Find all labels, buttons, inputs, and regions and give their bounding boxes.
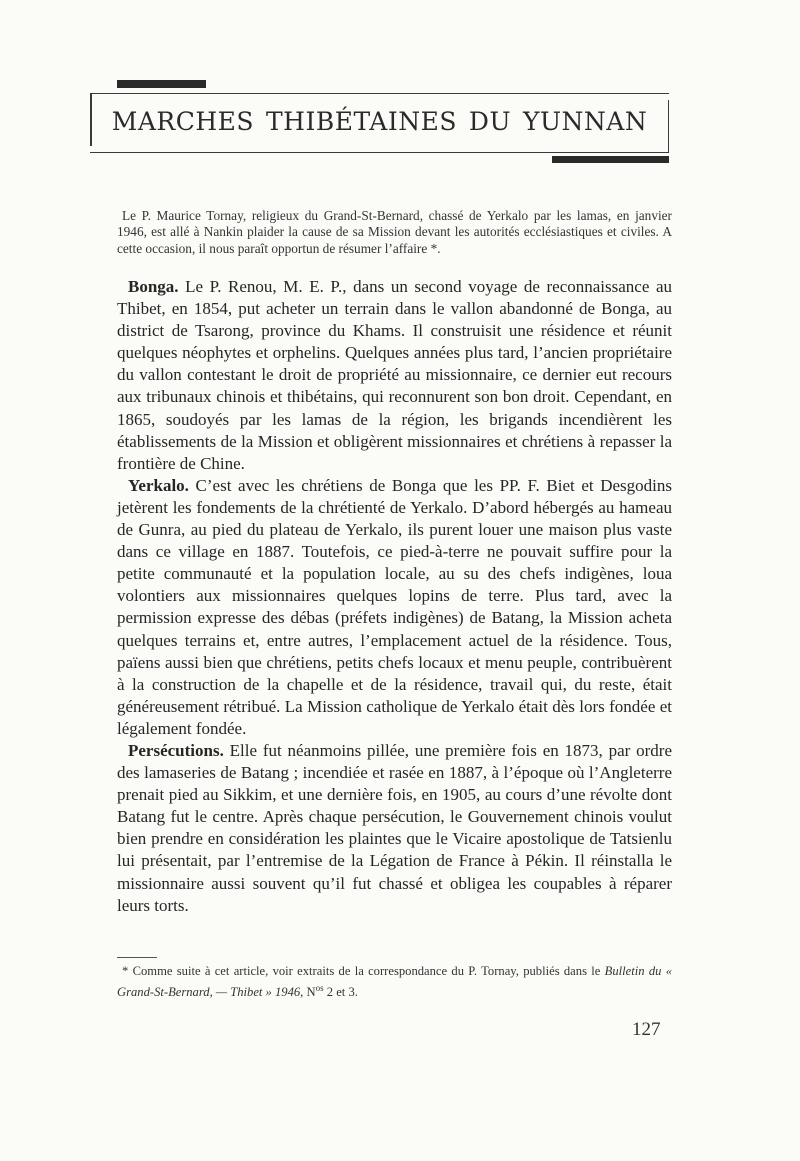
section-text: Le P. Renou, M. E. P., dans un second voyage de reconnaissance au Thibet, en 1854, put acheter un terrain dans le vallon abandonné de Bonga, au district de Tsarong, province du Khams. Il construisit une résidence et réunit quelques néophytes et orphelins. Quelques années plus tard, l’ancien propriétaire du vallon contestant le droit de propriété au missionnaire, ce dernier eut recours aux tribunaux chinois et thibétains, qui reconnurent son bon droit. Cependant, en 1865, soudoyés par les lamas de la région, les brigands incendièrent les établissements de la Mission et obligèrent missionnaires et chrétiens à repasser la frontière de Chine. [117,277,672,473]
section-heading: Persécutions. [128,740,224,760]
footnote-sup: os [315,983,324,993]
footnote-italic: Bulletin du « Grand-St-Bernard, — Thibet » 1946, [117,964,673,1000]
section-heading: Yerkalo. [128,475,189,495]
intro-paragraph: Le P. Maurice Tornay, religieux du Grand-St-Bernard, chassé de Yerkalo par les lamas, en janvier 1946, est allé à Nankin plaider la cause de sa Mission devant les autorités ecclésiastiques et civiles. A cette occasion, il nous paraît opportun de résumer l’affaire *. [117,208,672,256]
footnote-rule [117,957,157,958]
footnote-text-end: 2 et 3. [323,985,358,1000]
section-heading: Bonga. [128,277,179,296]
footnote-text-after: N [303,985,316,1000]
page-number: 127 [632,1019,661,1040]
section-yerkalo [117,475,672,740]
article-body [117,276,672,917]
title-box [90,93,669,153]
footnote-text: * Comme suite à cet article, voir extraits de la correspondance du P. Tornay, publiés dans le [122,964,605,978]
section-text: C’est avec les chrétiens de Bonga que les PP. F. Biet et Desgodins jetèrent les fondements de la chrétienté de Yerkalo. D’abord hébergés au hameau de Gunra, au pied du plateau de Yerkalo, ils purent louer une maison plus vaste dans ce village en 1887. Toutefois, ce pied-à-terre ne pouvait suffire pour la petite communauté et la population locale, au su des chefs indigènes, loua volontiers aux missionnaires quelques lopins de terre. Plus tard, avec la permission expresse des débas (préfets indigènes) de Batang, la Mission acheta quelques terrains et, entre autres, l’emplacement actuel de la résidence. Tous, païens aussi bien que chrétiens, petits chefs locaux et menu peuple, contribuèrent à la construction de la chapelle et de la résidence, travail qui, du reste, était généreusement rétribué. La Mission catholique de Yerkalo était dès lors fondée et légalement fondée. [117,475,673,738]
title-rule-top [117,80,206,88]
section-text: Elle fut néanmoins pillée, une première fois en 1873, par ordre des lamaseries de Batang ; incendiée et rasée en 1887, à l’époque où l’Angleterre prenait pied au Sikkim, et une dernière fois, en 1905, au cours d’une révolte dont Batang fut le centre. Après chaque persécution, le Gouvernement chinois voulut bien prendre en considération les plaintes que le Vicaire apostolique de Tatsienlu lui présentait, par l’entremise de la Légation de France à Pékin. Il réinstalla le missionnaire aussi souvent qu’il fut chassé et obligea les coupables à réparer leurs torts. [117,740,672,915]
page-title: marches thibétaines du yunnan [111,98,648,139]
footnote [117,963,672,1001]
section-persecutions [117,740,672,917]
section-bonga [117,276,672,475]
title-rule-bottom [552,156,669,163]
